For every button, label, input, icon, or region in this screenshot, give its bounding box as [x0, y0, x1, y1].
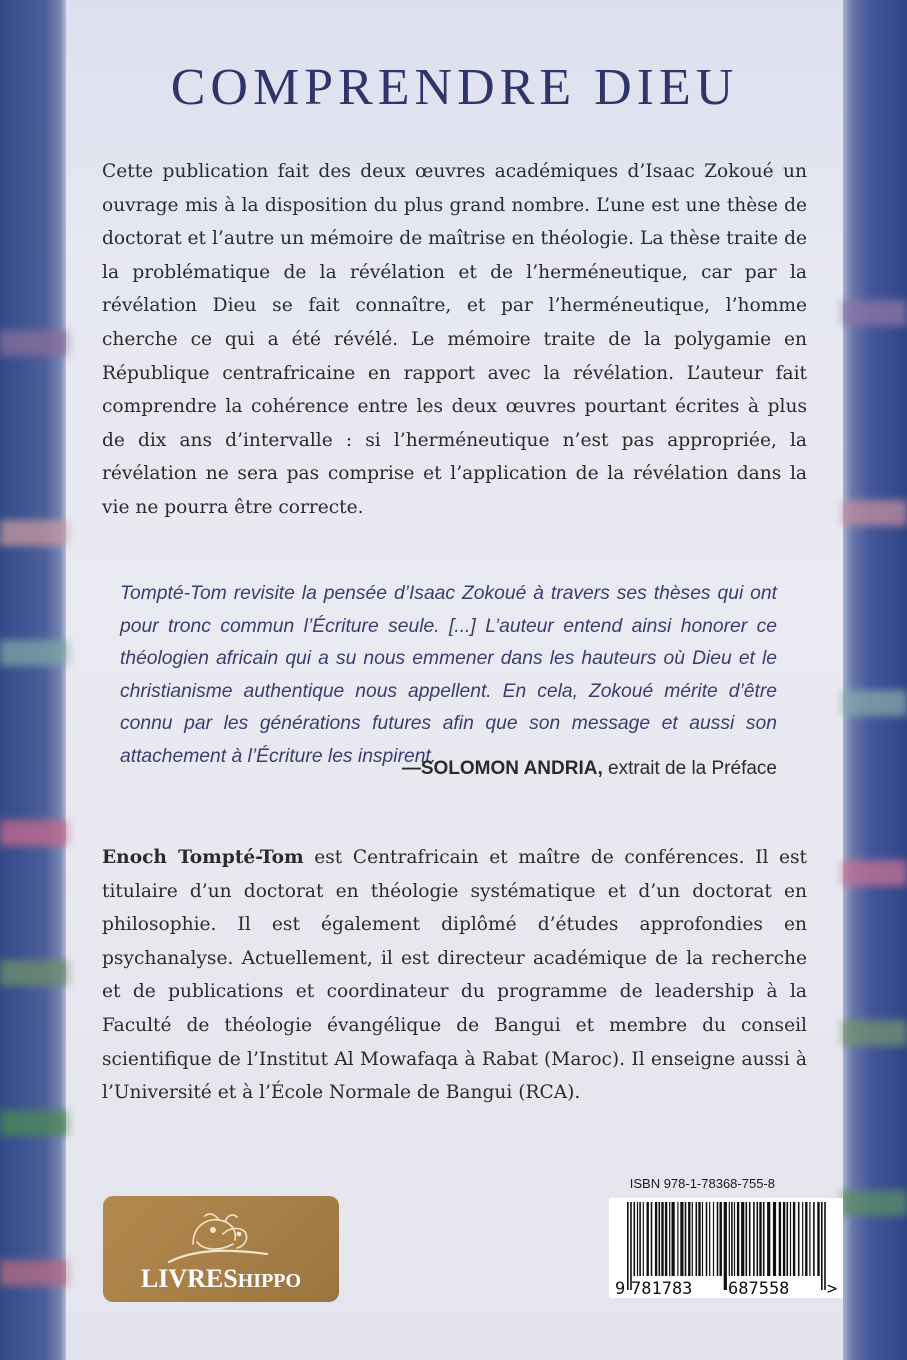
barcode-bar [637, 1202, 638, 1276]
barcode-bar [717, 1202, 719, 1276]
barcode-bar [643, 1202, 644, 1276]
book-title: COMPRENDRE DIEU [170, 59, 739, 116]
text-panel [66, 0, 843, 1360]
barcode-bar [634, 1202, 636, 1276]
barcode-digit-lead: 9 [615, 1279, 626, 1298]
barcode-bar [692, 1202, 693, 1276]
paint-streak [0, 640, 70, 666]
barcode-bar [763, 1202, 765, 1276]
publisher-name [103, 1264, 339, 1294]
barcode-bar [669, 1202, 670, 1276]
barcode-bar [630, 1202, 632, 1290]
book-description: Cette publication fait des deux œuvres académiques d’Isaac Zokoué un ouvrage mis à la disposition du plus grand nombre. L’une est une thèse de doctorat et l’autre un mémoire de maîtrise en théologie. La thèse traite de la problématique de la révélation et de l’herméneutique, car par la révélation Dieu se fait connaître, et par l’herméneutique, l’homme cherche ce qui a été révélé. Le mémoire traite de la polygamie en République centrafricaine en rapport avec la révélation. L’auteur fait comprendre la cohérence entre les deux œuvres pourtant écrites à plus de dix ans d’intervalle : si l’herméneutique n’est pas appropriée, la révélation ne sera pas comprise et l’application de la révélation dans la vie ne pourra être correcte. [102, 161, 807, 518]
endorsement-author: —SOLOMON ANDRIA, [401, 758, 603, 779]
paint-streak [840, 860, 907, 886]
barcode-bar [665, 1202, 667, 1276]
barcode-bar [713, 1202, 714, 1276]
barcode-digits-group1: 781783 [631, 1279, 693, 1298]
author-bio [102, 841, 807, 1110]
isbn-label: ISBN 978-1-78368-755-8 [629, 1176, 775, 1191]
barcode-bar [655, 1202, 657, 1276]
barcode-bar [809, 1202, 810, 1276]
paint-streak [840, 690, 907, 716]
barcode-bar [802, 1202, 803, 1276]
barcode-bar [680, 1202, 683, 1276]
barcode-bars [609, 1198, 843, 1298]
hippo-icon [163, 1204, 273, 1268]
barcode-bar [685, 1202, 687, 1276]
barcode-bar [659, 1202, 661, 1276]
author-name: Enoch Tompté-Tom [102, 847, 304, 868]
barcode-bar [734, 1202, 735, 1276]
paint-streak [0, 330, 70, 356]
publisher-name-part1: LIVRES [140, 1264, 238, 1293]
paint-streak [840, 1020, 907, 1046]
barcode-bar [749, 1202, 751, 1276]
barcode-bar [737, 1202, 739, 1276]
barcode-bar [706, 1202, 708, 1276]
barcode-bar [817, 1202, 819, 1276]
paint-streak [840, 500, 907, 526]
barcode-bar [759, 1202, 761, 1276]
barcode-bar [753, 1202, 755, 1276]
barcode-bar [698, 1202, 700, 1276]
barcode-bar [783, 1202, 785, 1276]
publisher-name-part2: HIPPO [237, 1270, 302, 1292]
barcode-bar [746, 1202, 748, 1276]
barcode-bar [813, 1202, 815, 1276]
barcode-bar [821, 1202, 823, 1290]
barcode-bar [661, 1202, 663, 1276]
author-bio-text: est Centrafricain et maître de conférences. Il est titulaire d’un doctorat en théologie systématique et d’un doctorat en philosophie. Il est également diplômé d’études approfondies en psychanalyse. Actuellement, il est directeur académique de la recherche et de publications et coordinateur du programme de leadership à la Faculté de théologie évangélique de Bangui et membre du conseil scientifique de l’Institut Al Mowafaqa à Rabat (Maroc). Il enseigne aussi à l’Université et à l’École Normale de Bangui (RCA). [102, 847, 807, 1104]
barcode-bar [824, 1202, 826, 1290]
barcode-bar [731, 1202, 733, 1276]
barcode-bar [651, 1202, 653, 1276]
isbn-barcode [609, 1198, 843, 1298]
barcode-bar [702, 1202, 703, 1276]
endorsement-quote: Tompté-Tom revisite la pensée d’Isaac Zokoué à travers ses thèses qui ont pour tronc commun l’Écriture seule. [...] L’auteur entend ainsi honorer ce théologien africain qui a su nous emmener dans les hauteurs où Dieu et le christianisme authentique nous appellent. En cela, Zokoué mérite d’être connu par les générations futures afin que son message et aussi son attachement à l’Écriture les inspirent. [120, 583, 777, 767]
barcode-bar [720, 1202, 722, 1276]
barcode-bar [793, 1202, 795, 1276]
endorsement-source: extrait de la Préface [602, 758, 777, 779]
barcode-bar [805, 1202, 807, 1276]
barcode-bar [647, 1202, 649, 1276]
barcode-bar [767, 1202, 770, 1276]
barcode-bar [724, 1202, 727, 1290]
barcode-quiet-mark: > [827, 1279, 838, 1298]
barcode-bar [790, 1202, 791, 1276]
barcode-bar [688, 1202, 690, 1276]
paint-streak [0, 960, 70, 986]
paint-streak [840, 300, 907, 326]
paint-streak [0, 1110, 70, 1136]
barcode-bar [696, 1202, 698, 1276]
barcode-digits-group2: 687558 [728, 1279, 790, 1298]
paint-streak [0, 1260, 70, 1286]
barcode-bar [798, 1202, 800, 1276]
barcode-bar [672, 1202, 675, 1276]
barcode-bar [787, 1202, 789, 1276]
paint-streak [0, 820, 70, 846]
barcode-bar [741, 1202, 744, 1276]
paint-streak [840, 1190, 907, 1216]
barcode-bar [773, 1202, 776, 1276]
barcode-bar [627, 1202, 629, 1290]
barcode-bar [639, 1202, 641, 1276]
barcode-bar [757, 1202, 759, 1276]
barcode-bar [677, 1202, 678, 1276]
publisher-logo [103, 1196, 339, 1302]
barcode-bar [709, 1202, 710, 1276]
endorsement-attribution [402, 758, 777, 780]
barcode-bar [729, 1202, 730, 1276]
paint-streak [0, 520, 70, 546]
barcode-bar [779, 1202, 781, 1276]
